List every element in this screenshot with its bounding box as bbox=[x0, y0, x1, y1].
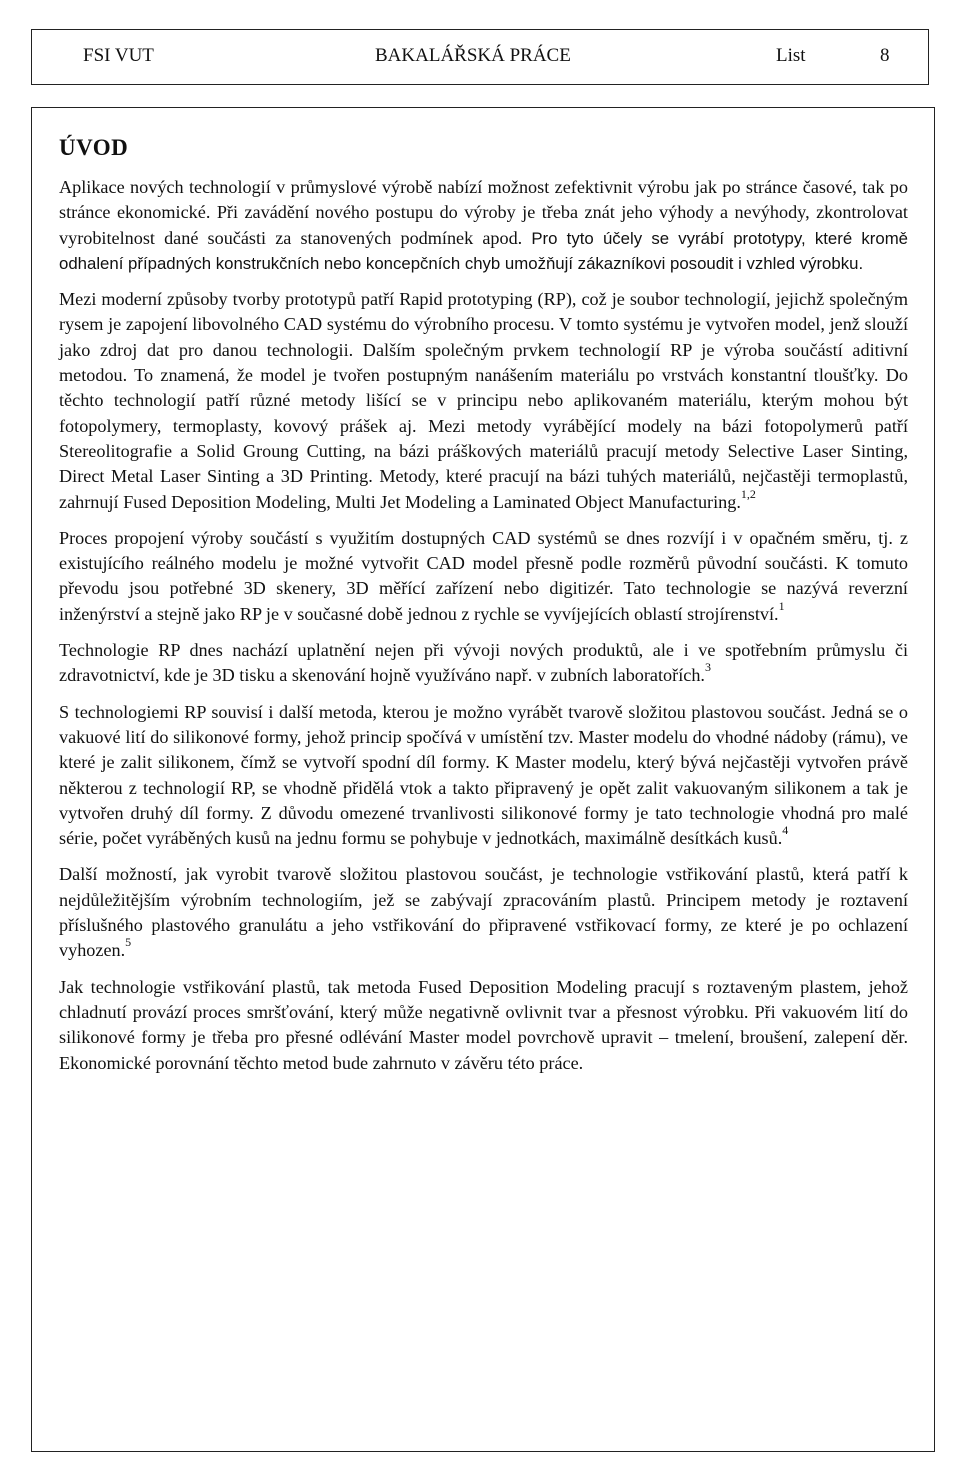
citation-ref: 1 bbox=[778, 598, 785, 613]
paragraph-injection-molding bbox=[59, 862, 908, 963]
paragraph-conclusion-text: Jak technologie vstřikování plastů, tak metoda Fused Deposition Modeling pracují s roztaveným plastem, jehož chladnutí provází proces smršťování, který může negativně ovlivnit tvar a přesnost výrobku. Při vakuovém lití do silikonové formy je třeba pro přesné odlévání Master model povrchově upravit – tmelení, broušení, zalepení děr. Ekonomické porovnání těchto metod bude zahrnuto v závěru této práce. bbox=[59, 976, 908, 1073]
paragraph-vacuum-casting-text: S technologiemi RP souvisí i další metoda, kterou je možno vyrábět tvarově složitou plastovou součást. Jedná se o vakuové lití do silikonové formy, jehož princip spočívá v umístění tzv. Master modelu do vhodné nádoby (rámu), ve které je zalit silikonem, čímž se vytvoří spodní díl formy. K Master modelu, který bývá nejčastěji vytvořen právě některou z technologií RP, se vhodně přidělá vtok a takto připravený je opět zalit vakuovaným silikonem a tak je vytvořen druhý díl formy. Z důvodu omezené trvanlivosti silikonové formy je tato technologie vhodná pro malé série, počet vyráběných kusů na jednu formu se pohybuje v jednotkách, maximálně desítkách kusů. bbox=[59, 701, 908, 849]
paragraph-vacuum-casting bbox=[59, 700, 908, 852]
citation-ref: 1,2 bbox=[740, 486, 756, 501]
paragraph-rapid-prototyping bbox=[59, 287, 908, 515]
paragraph-rp-applications-text: Technologie RP dnes nachází uplatnění nejen při vývoji nových produktů, ale i ve spotřebním průmyslu či zdravotnictví, kde je 3D tisku a skenování hojně využíváno např. v zubních laboratořích. bbox=[59, 640, 908, 686]
header-document-type: BAKALÁŘSKÁ PRÁCE bbox=[375, 45, 571, 66]
header-list-label: List bbox=[776, 45, 806, 66]
paragraph-injection-molding-text: Další možností, jak vyrobit tvarově složitou plastovou součást, je technologie vstřikování plastů, která patří k nejdůležitějším výrobním technologiím, jež se zabývají zpracováním plastů. Principem metody je roztavení příslušného plastového granulátu a jeho vstřikování do připravené vstřikovací formy, ze které je po ochlazení vyhozen. bbox=[59, 864, 908, 961]
header-page-number: 8 bbox=[880, 45, 890, 66]
citation-ref: 4 bbox=[782, 823, 789, 838]
paragraph-rp-applications bbox=[59, 638, 908, 689]
citation-ref: 5 bbox=[125, 935, 132, 950]
header-school: FSI VUT bbox=[83, 45, 154, 66]
paragraph-reverse-engineering-text: Proces propojení výroby součástí s využitím dostupných CAD systémů se dnes rozvíjí i v opačném směru, tj. z existujícího reálného modelu je možné vytvořit CAD model přesně podle rozměrů původní součásti. K tomuto převodu jsou potřebné 3D skenery, 3D měřící zařízení nebo digitizér. Tato technologie se nazývá reverzní inženýrství a stejně jako RP je v současné době jednou z rychle se vyvíjejících oblastí strojírenství. bbox=[59, 527, 908, 624]
page-header bbox=[31, 29, 929, 85]
paragraph-intro-text: Aplikace nových technologií v průmyslové výrobě nabízí možnost zefektivnit výrobu jak po stránce časové, tak po stránce ekonomické. Při zavádění nového postupu do výroby je třeba znát jeho výhody a nevýhody, zkontrolovat vyrobitelnost dané součásti za stanovených podmínek apod. bbox=[59, 177, 908, 248]
section-title: ÚVOD bbox=[59, 135, 129, 160]
paragraph-conclusion bbox=[59, 975, 908, 1076]
paragraph-intro bbox=[59, 175, 908, 276]
paragraph-rapid-prototyping-text: Mezi moderní způsoby tvorby prototypů patří Rapid prototyping (RP), což je soubor technologií, jejichž společným rysem je zapojení libovolného CAD systému do výrobního procesu. V tomto systému je vytvořen model, jenž slouží jako zdroj dat pro danou technologii. Dalším společným prvkem technologií RP je výroba součástí aditivní metodou. To znamená, že model je tvořen postupným nanášením materiálu po vrstvách konstantní tloušťky. Do těchto technologií patří různé metody lišící se v principu nebo aplikovaném materiálu, kterým mohou být fotopolymery, termoplasty, kovový prášek aj. Mezi metody vyrábějící modely na bázi fotopolymerů patří Stereolitografie a Solid Groung Cutting, na bázi práškových materiálů pracují metody Selective Laser Sinting, Direct Metal Laser Sinting a 3D Printing. Metody, které pracují na bázi tuhých materiálů, nejčastěji termoplastů, zahrnují Fused Deposition Modeling, Multi Jet Modeling a Laminated Object Manufacturing. bbox=[59, 289, 908, 512]
paragraph-reverse-engineering bbox=[59, 526, 908, 627]
body-content bbox=[59, 135, 908, 1087]
page-body bbox=[31, 107, 935, 1452]
citation-ref: 3 bbox=[704, 660, 711, 675]
paragraph-intro-text-2: Pro tyto účely se vyrábí prototypy, které kromě odhalení případných konstrukčních nebo koncepčních chyb umožňují zákazníkovi posoudit i vzhled výrobku. bbox=[59, 228, 909, 273]
